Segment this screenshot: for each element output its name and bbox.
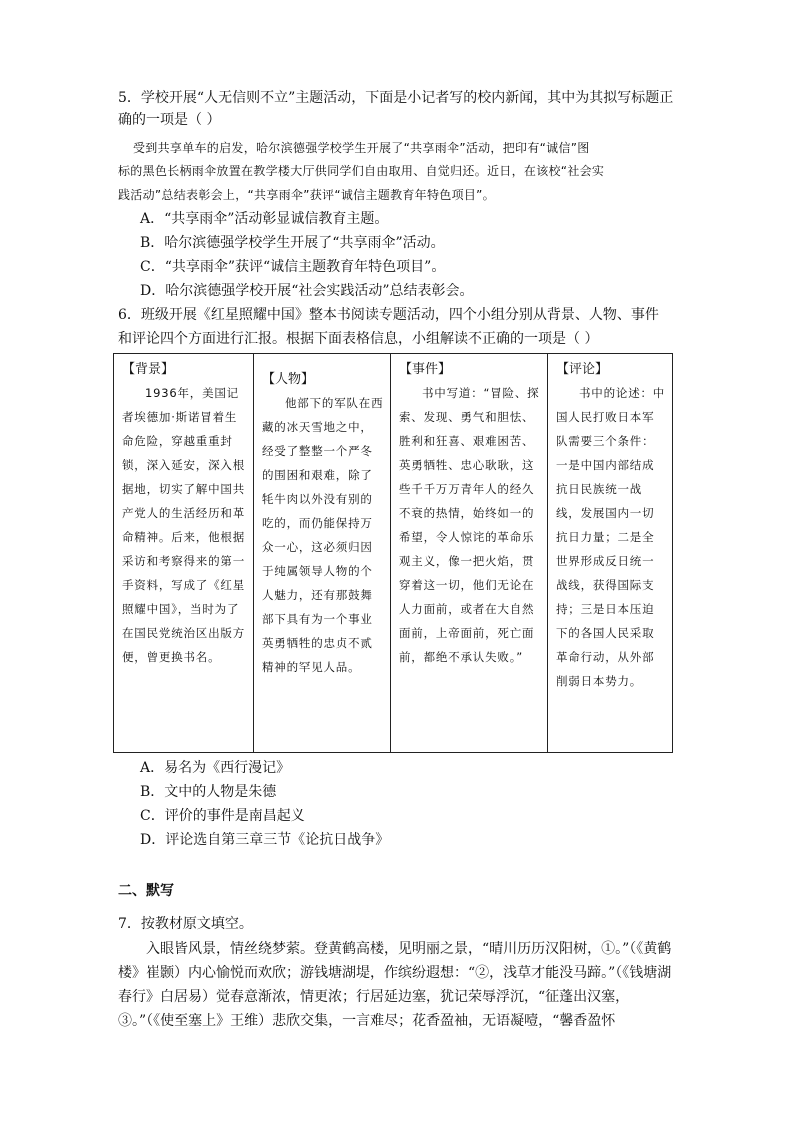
q6-title: 6．班级开展《红星照耀中国》整本书阅读专题活动，四个小组分别从背景、人物、事件 bbox=[118, 307, 659, 323]
q6-option-d: D．评论选自第三章三节《论抗日战争》 bbox=[140, 832, 390, 848]
comment-text: 书中的论述：中国人民打败日本军队需要三个条件：一是中国内部结成抗日民族统一战线，发展国内一切抗日力量；二是全世界形成反日统一战线，获得国际支持；三是日本压迫下的各国人民采取革命行动，从外部削弱日本势力。 bbox=[556, 386, 666, 688]
background-cell bbox=[114, 354, 254, 753]
q6-info-table bbox=[113, 353, 673, 753]
q5-option-b: B．哈尔滨德强学校学生开展了“共享雨伞”活动。 bbox=[140, 235, 445, 251]
q5-option-c: C．“共享雨伞”获评“诚信主题教育年特色项目”。 bbox=[140, 259, 446, 275]
comment-cell bbox=[548, 354, 673, 753]
q6-option-a: A．易名为《西行漫记》 bbox=[140, 760, 291, 776]
comment-heading: 【评论】 bbox=[556, 362, 609, 377]
q5-passage-line: 践活动”总结表彰会上，“共享雨伞”获评“诚信主题教育年特色项目”。 bbox=[118, 188, 495, 202]
character-text: 他部下的军队在西藏的冰天雪地之中，经受了整整一个严冬的围困和艰难，除了牦牛肉以外没有别的吃的，而仍能保持万众一心，这必须归因于纯属领导人物的个人魅力，还有那鼓舞部下具有为一个事业英勇牺牲的忠贞不贰精神的罕见人品。 bbox=[262, 396, 384, 674]
event-cell bbox=[391, 354, 548, 753]
q6-title-continued: 和评论四个方面进行汇报。根据下面表格信息，小组解读不正确的一项是（ ） bbox=[118, 331, 599, 347]
table-row bbox=[114, 354, 673, 753]
character-heading: 【人物】 bbox=[262, 372, 315, 387]
event-text: 书中写道：“冒险、探索、发现、勇气和胆怯、胜利和狂喜、艰难困苦、英勇牺牲、忠心耿耿，这些千千万万青年人的经久不衰的热情，始终如一的希望，令人惊诧的革命乐观主义，像一把火焰，贯穿着这一切，他们无论在人力面前，或者在大自然面前，上帝面前，死亡面前，都绝不承认失败。” bbox=[399, 386, 540, 664]
q7-title: 7．按教材原文填空。 bbox=[118, 916, 253, 932]
q5-title: 5．学校开展“人无信则不立”主题活动，下面是小记者写的校内新闻，其中为其拟写标题正 bbox=[118, 90, 674, 106]
character-cell bbox=[254, 354, 391, 753]
q5-passage-line: 标的黑色长柄雨伞放置在教学楼大厅供同学们自由取用、自觉归还。近日，在该校“社会实 bbox=[118, 164, 605, 178]
background-heading: 【背景】 bbox=[122, 362, 175, 377]
q5-title-continued: 确的一项是（ ） bbox=[118, 112, 221, 128]
q5-passage-line: 受到共享单车的启发，哈尔滨德强学校学生开展了“共享雨伞”活动，把印有“诚信”图 bbox=[133, 141, 590, 155]
q7-fill-in-text: 入眼皆风景，情丝绕梦萦。登黄鹤高楼，见明丽之景，“晴川历历汉阳树，①。”（《黄鹤楼》崔颢）内心愉悦而欢欣；游钱塘湖堤，作缤纷遐想：“②，浅草才能没马蹄。”（《钱塘湖春行》白居易）觉春意渐浓，情更浓；行居延边塞，犹记荣辱浮沉，“征蓬出汉塞，③。”（《使至塞上》王维）悲欣交集，一言难尽；花香盈袖，无语凝噎，“馨香盈怀 bbox=[118, 941, 672, 1029]
background-text: 1936年，美国记者埃德加·斯诺冒着生命危险，穿越重重封锁，深入延安，深入根据地，切实了解中国共产党人的生活经历和革命精神。后来，他根据采访和考察得来的第一手资料，写成了《红星照耀中国》，当时为了在国民党统治区出版方便，曾更换书名。 bbox=[122, 386, 245, 664]
section-title: 二、默写 bbox=[118, 883, 174, 899]
q6-option-b: B．文中的人物是朱德 bbox=[140, 784, 277, 800]
event-heading: 【事件】 bbox=[399, 362, 452, 377]
q5-option-d: D．哈尔滨德强学校开展“社会实践活动”总结表彰会。 bbox=[140, 283, 474, 299]
q6-option-c: C．评价的事件是南昌起义 bbox=[140, 808, 305, 824]
q5-option-a: A．“共享雨伞”活动彰显诚信教育主题。 bbox=[140, 211, 389, 227]
